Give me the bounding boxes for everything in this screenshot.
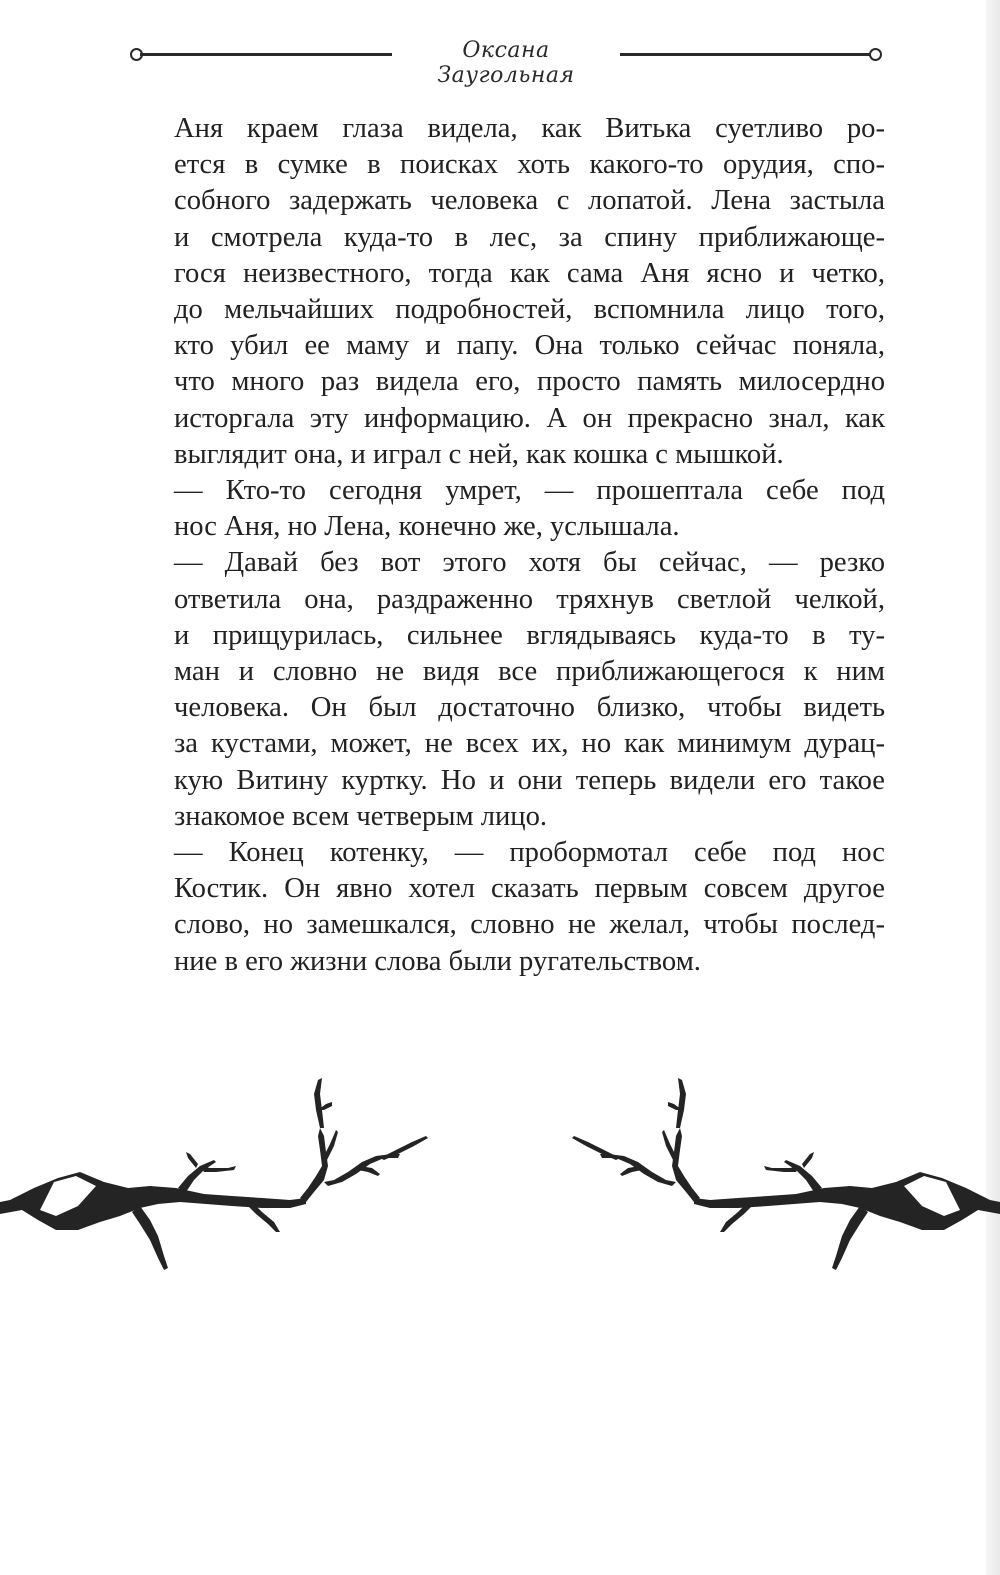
paragraph xyxy=(130,111,885,473)
running-header xyxy=(130,34,882,88)
header-author: Оксана Заугольная xyxy=(437,38,575,88)
text-line: и прищурилась, сильнее вглядываясь куда-то в ту- xyxy=(174,619,885,651)
text-line: исторгала эту информацию. А он прекрасно знал, как xyxy=(174,402,885,434)
text-line: человека. Он был достаточно близко, чтобы видеть xyxy=(174,692,885,724)
text-line: и смотрела куда-то в лес, за спину приближающе- xyxy=(174,221,885,253)
header-rule-left xyxy=(140,53,392,56)
header-rule-right xyxy=(620,53,872,56)
text-line: кую Витину куртку. Но и они теперь видели его такое xyxy=(174,764,885,796)
text-line: до мельчайших подробностей, вспомнила лицо того, xyxy=(174,294,885,326)
scan-edge xyxy=(986,0,1000,1575)
paragraph xyxy=(130,835,885,980)
text-line: Аня краем глаза видела, как Витька суетливо ро- xyxy=(174,113,885,144)
text-line: ется в сумке в поисках хоть какого-то орудия, спо- xyxy=(174,149,885,181)
text-line: — Конец котенку, — пробормотал себе под нос xyxy=(174,837,885,869)
text-line: слово, но замешкался, словно не желал, чтобы послед- xyxy=(174,909,885,941)
branches-ornament xyxy=(0,1070,1000,1300)
branch-right xyxy=(572,1078,1000,1270)
text-line: за кустами, может, не всех их, но как минимум дурац- xyxy=(174,728,885,760)
text-line: ответила она, раздраженно тряхнув светлой челкой, xyxy=(174,583,885,615)
header-ornament-dot-right xyxy=(869,48,882,61)
text-line: гося неизвестного, тогда как сама Аня ясно и четко, xyxy=(174,257,885,289)
text-line: выглядит она, и играл с ней, как кошка с мышкой. xyxy=(174,438,784,470)
text-line: знакомое всем четверым лицо. xyxy=(174,800,548,832)
text-line: ние в его жизни слова были ругательством. xyxy=(174,945,701,977)
page-body-text xyxy=(130,111,885,980)
paragraph xyxy=(130,545,885,835)
text-line: собного задержать человека с лопатой. Лена застыла xyxy=(174,185,885,217)
text-line: — Кто-то сегодня умрет, — прошептала себе под xyxy=(174,475,885,507)
text-line: нос Аня, но Лена, конечно же, услышала. xyxy=(174,511,680,543)
text-line: ман и словно не видя все приближающегося к ним xyxy=(174,656,885,688)
paragraph xyxy=(130,473,885,545)
branch-left xyxy=(0,1078,428,1270)
text-line: кто убил ее маму и папу. Она только сейчас поняла, xyxy=(174,330,885,362)
text-line: что много раз видела его, просто память милосердно xyxy=(174,366,885,398)
text-line: — Давай без вот этого хотя бы сейчас, — резко xyxy=(174,547,885,579)
text-line: Костик. Он явно хотел сказать первым совсем другое xyxy=(174,873,885,905)
